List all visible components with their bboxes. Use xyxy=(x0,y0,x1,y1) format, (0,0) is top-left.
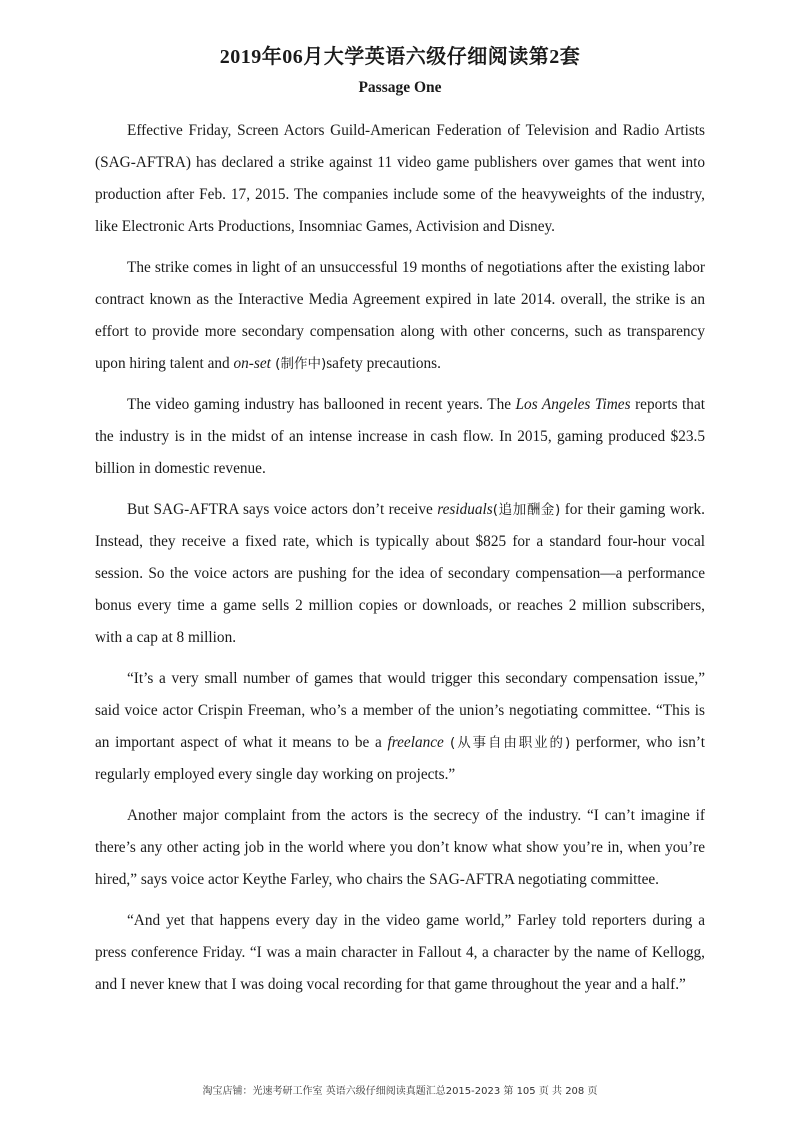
term-residuals: residuals xyxy=(437,501,493,518)
paragraph-4-text: But SAG-AFTRA says voice actors don’t receive xyxy=(127,501,438,518)
paragraph-5-text-end: performer, who isn’t regularly employed every single day working on projects.” xyxy=(95,734,705,783)
paragraph-2 xyxy=(95,252,705,380)
gloss-residuals: (追加酬金) xyxy=(492,502,561,518)
paragraph-3-text: The video gaming industry has ballooned in recent years. The xyxy=(127,396,516,413)
paragraph-3 xyxy=(95,389,705,485)
page-title: 2019年06月大学英语六级仔细阅读第2套 xyxy=(219,46,581,68)
paragraph-2-text-end: safety precautions. xyxy=(326,355,441,372)
paragraph-1: Effective Friday, Screen Actors Guild-American Federation of Television and Radio Artists (SAG-AFTRA) has declared a strike against 11 video game publishers over games that went into production after Feb. 17, 2015. The companies include some of the heavyweights of the industry, like Electronic Arts Productions, Insomniac Games, Activision and Disney. xyxy=(95,122,705,235)
gloss-on-set: (制作中) xyxy=(270,356,327,372)
passage-title: Passage One xyxy=(358,79,442,96)
passage-body xyxy=(95,115,705,1010)
page-footer: 淘宝店铺：光速考研工作室 英语六级仔细阅读真题汇总2015-2023 第 105 页 共 208 页 xyxy=(202,1086,598,1097)
paragraph-5-text: “It’s a very small number of games that would trigger this secondary compensation issue,” said voice actor Crispin Freeman, who’s a member of the union’s negotiating committee. “This is an important aspect of what it means to be a xyxy=(95,670,705,751)
paragraph-6: Another major complaint from the actors is the secrecy of the industry. “I can’t imagine if there’s any other acting job in the world where you don’t know what show you’re in, when you’re hired,” says voice actor Keythe Farley, who chairs the SAG-AFTRA negotiating committee. xyxy=(95,807,705,888)
term-freelance: freelance xyxy=(387,734,444,751)
paragraph-7: “And yet that happens every day in the video game world,” Farley told reporters during a press conference Friday. “I was a main character in Fallout 4, a character by the name of Kellogg, and I never knew that I was doing vocal recording for that game throughout the year and a half.” xyxy=(95,912,705,993)
paragraph-3-text-end: reports that the industry is in the midst of an intense increase in cash flow. In 2015, gaming produced $23.5 billion in domestic revenue. xyxy=(95,396,705,477)
gloss-freelance: (从事自由职业的) xyxy=(443,735,571,751)
term-on-set: on-set xyxy=(233,355,271,372)
paragraph-5 xyxy=(95,663,705,791)
paragraph-2-text: The strike comes in light of an unsuccessful 19 months of negotiations after the existing labor contract known as the Interactive Media Agreement expired in late 2014. overall, the strike is an effort to provide more secondary compensation along with other concerns, such as transparency upon hiring talent and xyxy=(95,259,705,372)
paragraph-4-text-end: for their gaming work. Instead, they receive a fixed rate, which is typically about $825 for a standard four-hour vocal session. So the voice actors are pushing for the idea of secondary compensation—a performance bonus every time a game sells 2 million copies or downloads, or reaches 2 million subscribers, with a cap at 8 million. xyxy=(95,501,705,646)
source-la-times: Los Angeles Times xyxy=(515,396,631,413)
paragraph-4 xyxy=(95,494,705,654)
